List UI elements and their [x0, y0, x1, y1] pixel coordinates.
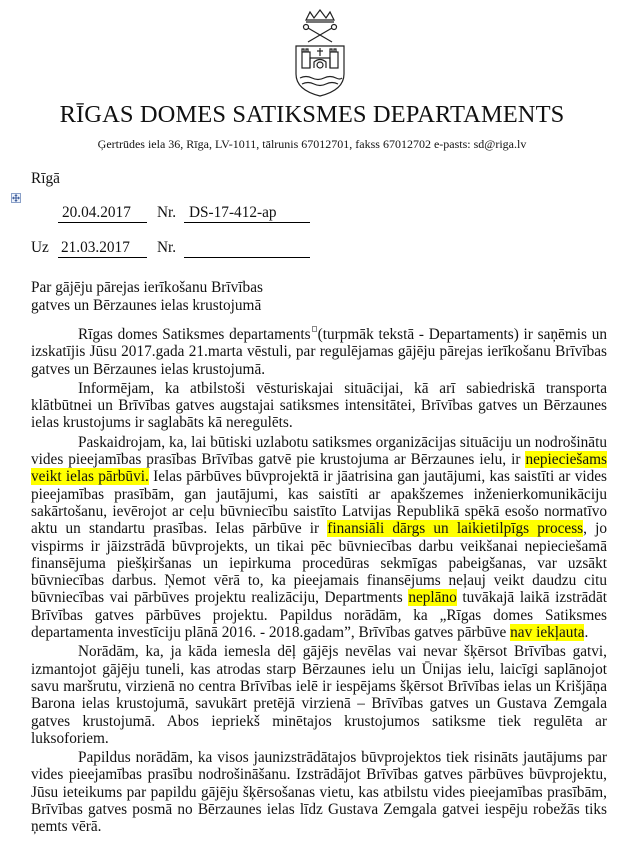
- highlight-renovation-needed: nepieciešams veikt ielas pārbūvi.: [31, 451, 607, 486]
- letter-date: 20.04.2017: [62, 204, 131, 221]
- number-label: Nr.: [157, 204, 177, 221]
- reply-date: 21.03.2017: [61, 239, 130, 256]
- organization-address: Ģertrūdes iela 36, Rīga, LV-1011, tālrunis 67012701, fakss 67012702 e-pasts: sd@riga.lv: [97, 137, 527, 151]
- paragraph-4: Norādām, ka, ja kāda iemesla dēļ gājējs nevēlas vai nevar šķērsot Brīvības gatvi, izmantojot gājēju tuneli, kas atrodas starp Bērzaunes ielu un Ūnijas ielu, laicīgi saplānojot savu maršrutu, virzienā no centra Brīvības ielē ir iespējams šķērsot Brīvības ielas un Krišjāņa Barona ielas krustojumā, savukārt pretējā virzienā – Brīvības gatves un Gustava Zemgala gatves krustojumā. Abos iepriekš minētajos krustojumos satiksme tiek regulēta ar luksoforiem.: [31, 643, 607, 747]
- table-move-handle-icon[interactable]: [11, 193, 21, 203]
- paragraph-1: Rīgas domes Satiksmes departaments (turpmāk tekstā - Departaments) ir saņēmis un izskatījis Jūsu 2017.gada 21.marta vēstuli, par regulējamas gājēju pārejas ierīkošanu Brīvības gatves un Bērzaunes ielas krustojumā.: [31, 326, 607, 378]
- paragraph-2: Informējam, ka atbilstoši vēsturiskajai situācijai, kā arī sabiedriskā transporta klātbūtnei un Brīvības gatves augstajai satiksmes intensitātei, Brīvības gatves un Bērzaunes ielas krustojums ir saglabāts kā neregulēts.: [31, 379, 607, 432]
- anchor-mark-icon: [312, 326, 317, 332]
- subject-line-1: Par gājēju pārejas ierīkošanu Brīvības: [31, 279, 263, 296]
- highlight-not-included: nav iekļauta: [510, 624, 585, 642]
- highlight-not-planned: neplāno: [408, 589, 457, 607]
- date-underline: [58, 222, 147, 223]
- subject-line-2: gatves un Bērzaunes ielas krustojumā: [31, 297, 262, 314]
- reply-number-label: Nr.: [157, 239, 177, 256]
- letter-subject: [31, 279, 263, 315]
- reply-to-label: Uz: [31, 239, 49, 256]
- paragraph-3: Paskaidrojam, ka, lai būtiski uzlabotu satiksmes organizācijas situāciju un nodrošinātu vides pieejamības prasības Brīvības gatvē pie krustojuma ar Bērzaunes ielu, ir nepieciešams veikt ielas pārbūvi. Ielas pārbūves būvprojektā ir jāatrisina gan jautājumi, kas saistīti ar vides pieejamības prasībām, gan jautājumi, kas saistīti ar apakšzemes inženierkomunikāciju sakārtošanu, ievērojot ar ceļu būvniecību saistīto Latvijas Republikā spēkā esošo normatīvo aktu un standartu prasības. Ielas pārbūve ir finansiāli dārgs un laikietilpīgs process, jo vispirms ir jāizstrādā būvprojekts, un tikai pēc būvniecības darbu veikšanai nepieciešamā finansējuma piešķiršanas un iepirkuma procedūras sekmīgas pabeigšanas, var uzsākt būvniecības darbus. Ņemot vērā to, ka pieejamais finansējums neļauj veikt daudzu citu būvniecības vai pārbūves projektu realizāciju, Departments neplāno tuvākajā laikā izstrādāt Brīvības gatves pārbūves projektu. Papildus norādām, ka „Rīgas domes Satiksmes departamenta investīciju plānā 2016. - 2018.gadam”, Brīvības gatves pārbūve nav iekļauta.: [31, 433, 607, 642]
- place-label: Rīgā: [31, 170, 60, 187]
- letter-number: DS-17-412-ap: [189, 204, 277, 221]
- highlight-expensive-process: finansiāli dārgs un laikietilpīgs process: [327, 520, 584, 538]
- reply-date-underline: [58, 257, 147, 258]
- number-underline: [184, 222, 310, 223]
- riga-coat-of-arms-icon: [288, 8, 352, 98]
- paragraph-5: Papildus norādām, ka visos jaunizstrādātajos būvprojektos tiek risināts jautājums par vides pieejamības prasību nodrošināšanu. Izstrādājot Brīvības gatves pārbūves būvprojektu, Jūsu ieteikums par papildu gājēju šķērsošanas vietu, kas atbilstu vides pieejamības prasībām, Brīvības gatves posmā no Bērzaunes ielas līdz Gustava Zemgala gatvei iespēju robežās tiks ņemts vērā.: [31, 749, 607, 836]
- letter-body: [31, 326, 607, 836]
- organization-title: RĪGAS DOMES SATIKSMES DEPARTAMENTS: [59, 101, 565, 128]
- reply-number-underline: [184, 257, 310, 258]
